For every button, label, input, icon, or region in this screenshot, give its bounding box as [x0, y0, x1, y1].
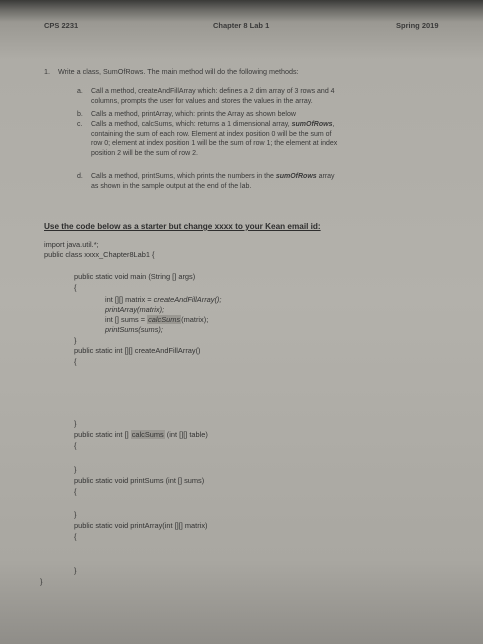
question-item-d [77, 172, 467, 191]
item-label: c. [77, 121, 83, 128]
question-item-a [77, 87, 467, 106]
code-main-line: printArray(matrix); [105, 305, 165, 314]
starter-heading: Use the code below as a starter but change xxxx to your Kean email id: [44, 222, 321, 231]
item-label: d. [77, 173, 83, 180]
course-code: CPS 2231 [44, 21, 79, 30]
code-import: import java.util.*; [44, 240, 99, 249]
item-label: b. [77, 111, 83, 118]
highlighted-method: calcSums [131, 430, 164, 439]
code-close-brace: } [74, 419, 77, 428]
item-line-first: Calls a method, calcSums, which: returns a 1 dimensional array, sumOfRows, [91, 121, 335, 128]
code-close-brace: } [74, 510, 77, 519]
question-text: Write a class, SumOfRows. The main method will do the following methods: [58, 67, 299, 76]
code-open-brace: { [74, 532, 77, 541]
item-line: columns, prompts the user for values and stores the values in the array. [91, 97, 313, 105]
question-item-b [77, 110, 467, 120]
code-open-brace: { [74, 357, 77, 366]
code-main-line: int [] sums = calcSums(matrix); [105, 315, 209, 324]
code-close-brace: } [74, 566, 77, 575]
code-method-calcsums: public static int [] calcSums (int [][] table) [74, 430, 208, 439]
question-number: 1. [44, 67, 50, 76]
question-1 [44, 67, 299, 76]
item-line: position 2 will be the sum of row 2. [91, 149, 198, 157]
code-main-signature: public static void main (String [] args) [74, 272, 196, 281]
item-line: as shown in the sample output at the end of the lab. [91, 182, 252, 190]
code-open-brace: { [74, 283, 77, 292]
code-method-printarray: public static void printArray(int [][] matrix) [74, 521, 208, 530]
array-name: sumOfRows [291, 121, 333, 128]
item-line: Call a method, createAndFillArray which: defines a 2 dim array of 3 rows and 4 [91, 88, 335, 95]
code-method-printsums: public static void printSums (int [] sums) [74, 476, 205, 485]
item-label: a. [77, 88, 83, 95]
array-name: sumOfRows [275, 173, 317, 180]
item-line: row 0; element at index position 1 will be the sum of row 1; the element at index [91, 140, 338, 148]
code-close-brace: } [74, 336, 77, 345]
code-main-line: printSums(sums); [105, 325, 163, 334]
code-open-brace: { [74, 487, 77, 496]
lab-title: Chapter 8 Lab 1 [213, 21, 270, 30]
item-line: containing the sum of each row. Element at index position 0 will be the sum of [91, 130, 332, 138]
term-label: Spring 2019 [396, 21, 439, 30]
code-main-line: int [][] matrix = createAndFillArray(); [105, 295, 222, 304]
highlighted-call: calcSums [148, 315, 181, 324]
item-line-first: Calls a method, printSums, which prints the numbers in the sumOfRows array [91, 173, 335, 180]
question-item-c [77, 120, 467, 158]
code-method-create: public static int [][] createAndFillArray() [74, 346, 201, 355]
code-class-close-brace: } [40, 577, 43, 586]
code-class-declaration: public class xxxx_Chapter8Lab1 { [44, 250, 155, 259]
item-line: Calls a method, printArray, which: prints the Array as shown below [91, 111, 296, 118]
code-open-brace: { [74, 441, 77, 450]
code-close-brace: } [74, 465, 77, 474]
